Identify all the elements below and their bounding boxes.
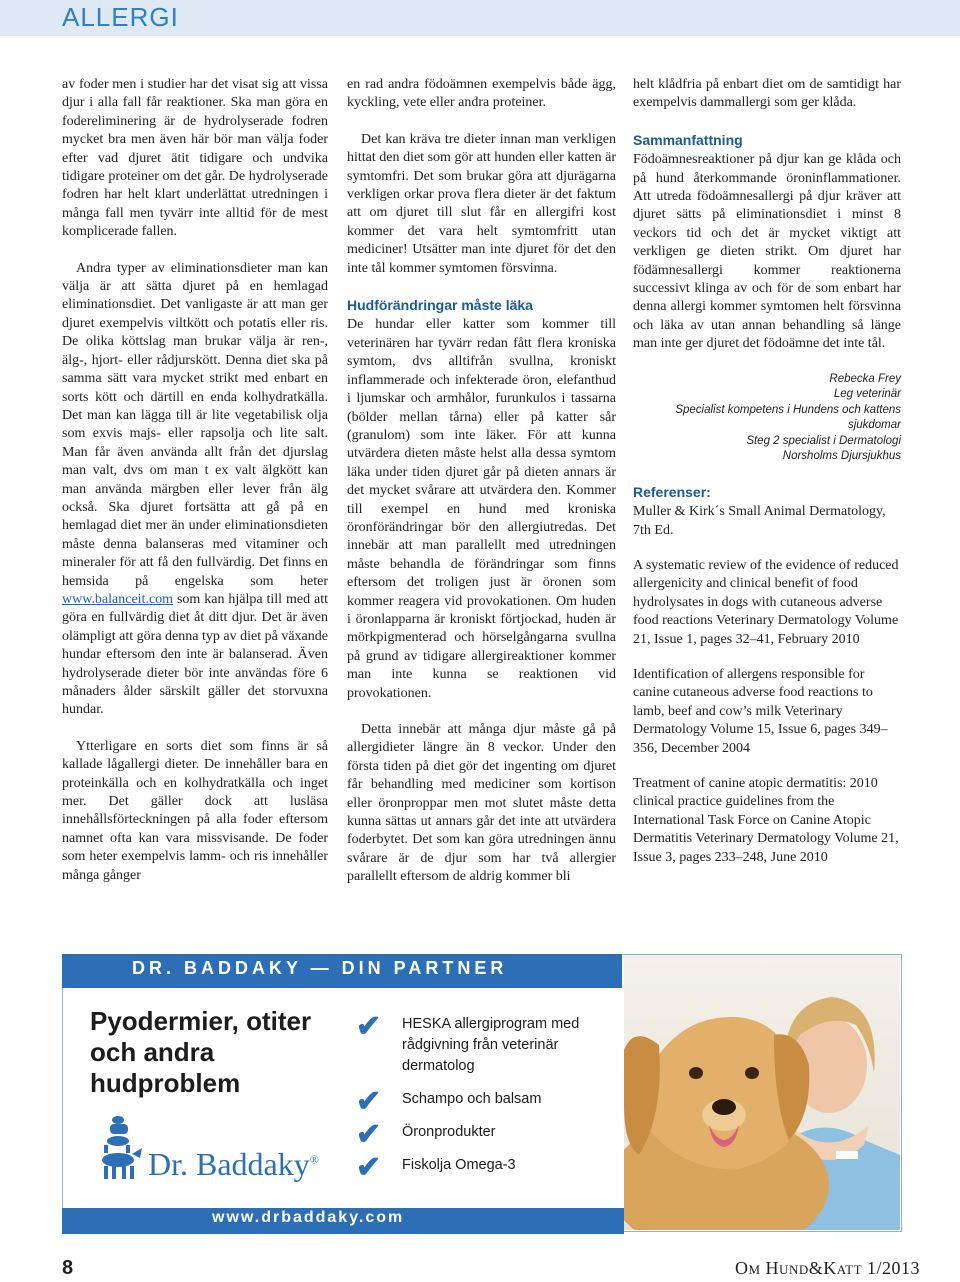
ad-website[interactable]: www.drbaddaky.com: [212, 1209, 405, 1226]
paragraph: De hundar eller katter som kommer till veterinären har tyvärr redan fått flera kroniska symtom, dvs alltifrån svullna, kroniskt inflammerade och infekterade öron, elefanthud i ljumskar och armhålor, furunkulos i tassarna (bölder mellan tårna) eller på katter sår (granulom) som inte läker. För att kunna utvärdera dieten måste helst alla dessa symtom läka under tiden djuret går på dieten annars är det mycket svårare att utvärdera den. Kommer till exempel en hund med kroniska öronförändringar bör den allergiutredas. Det innebär att man parallellt med utredningen måste behandla de förändringar som finns eftersom det troligen just är öronen som kommer reagera vid provokationen. Om huden i öronlapparna är kroniskt förtjockad, huden är mörkpigmenterad och hörselgångarna svullna på grund av tidigare allergireaktioner kommer man inte kunna se reaktionen vid provokationen.: [347, 317, 616, 701]
article-column-1: [62, 76, 328, 903]
page-number: 8: [62, 1257, 74, 1279]
checkmark-icon: ✔: [356, 1151, 382, 1184]
ad-feature-list: [356, 1010, 596, 1188]
magazine-issue: Om Hund&Katt 1/2013: [735, 1258, 921, 1278]
ad-title: DR. BADDAKY — DIN PARTNER: [132, 958, 508, 978]
paragraph: en rad andra födoämnen exempelvis både ägg, kyckling, vete eller andra proteiner.: [347, 77, 616, 111]
reference: Treatment of canine atopic dermatitis: 2010 clinical practice guidelines from the International Task Force on Canine Atopic Dermatitis Veterinary Dermatology Volume 21, Issue 3, pages 233–248, June 2010: [633, 775, 899, 865]
section-title: ALLERGI: [62, 2, 179, 32]
ad-feature-item: ✔ Schampo och balsam: [356, 1085, 542, 1118]
paragraph: Det kan kräva tre dieter innan man verkligen hittat den diet som gör att hunden eller katten är symtomfri. Det som brukar göra att djurägarna verkligen orkar prova flera dieter är det faktum att om djuret till slut får en allergifri kost kommer det vara helt symtomfritt utan mediciner! Utsätter man inte djuret för det den inte tål kommer symtomen försvinna.: [347, 131, 616, 276]
ad-feature-item: ✔ Öronprodukter: [356, 1118, 496, 1151]
brand-logo: Dr. Baddaky®: [148, 1146, 319, 1182]
paragraph: av foder men i studier har det visat sig att vissa djur i alla fall får reaktioner. Ska man göra en fodereliminering är de hydrolyserade fodren mycket bra men även här bör man välja foder efter vad djuret ätit tidigare och undvika tidigare proteiner om det går. De hydrolyserade fodren har helt klart underlättat utredningen i många fall men tyvärr inte alltid för de mest komplicerade fallen.: [62, 77, 328, 240]
author-signature: Rebecka Frey Leg veterinär Specialist kompetens i Hundens och kattens sjukdomar Steg 2 specialist i Dermatologi Norsholms Djursjukhus: [675, 372, 901, 463]
article-column-3: [633, 76, 901, 884]
ad-feature-item: ✔ HESKA allergiprogram med rådgivning från veterinär dermatolog: [356, 1010, 580, 1074]
checkmark-icon: ✔: [356, 1118, 382, 1151]
article-column-2: [347, 76, 616, 905]
checkmark-icon: ✔: [356, 1010, 382, 1043]
reference: Muller & Kirk´s Small Animal Dermatology, 7th Ed.: [633, 504, 886, 538]
subheading-references: Referenser:: [633, 483, 711, 500]
balanceit-link[interactable]: www.balanceit.com: [62, 591, 174, 607]
ad-feature-item: ✔ Fiskolja Omega-3: [356, 1151, 516, 1184]
paragraph: Födoämnesreaktioner på djur kan ge klåda och på hund återkommande öroninflammationer. Att utreda födoämnesallergi på djur kräver att djuret sätts på eliminationsdiet i minst 8 veckors tid och det är mycket viktigt att verkligen ge dieten strikt. Om djuret har födämnesallergi kommer reaktionerna successivt klinga av och för de som enbart har denna allergi kommer symtomen helt försvinna och läka av utan annan behandling så länge man inte ger djuret det födoämne det inte tål.: [633, 152, 901, 352]
ad-headline: Pyodermier, otiter och andra hudproblem: [90, 1006, 312, 1098]
paragraph: Detta innebär att många djur måste gå på allergidieter längre än 8 veckor. Under den första tiden på diet gör det ingenting om djuret får behandling med mediciner som kortison eller öronproppar men mot slutet måste detta kunna sättas ut annars går det inte att utvärdera foderbytet. Det som kan göra utredningen ännu svårare är de djur som har två allergier parallellt eftersom de aldrig kommer bli: [347, 722, 616, 885]
reference: Identification of allergens responsible for canine cutaneous adverse food reactions to lamb, beef and cow’s milk Veterinary Dermatology Volume 15, Issue 6, pages 349–356, December 2004: [633, 666, 888, 756]
animal-stack-logo-icon: [96, 1114, 144, 1180]
reference: A systematic review of the evidence of reduced allergenicity and clinical benefit of food hydrolysates in dogs with cutaneous adverse food reactions Veterinary Dermatology Volume 21, Issue 1, pages 32–41, February 2010: [633, 557, 899, 647]
checkmark-icon: ✔: [356, 1085, 382, 1118]
paragraph: Andra typer av eliminationsdieter man kan välja är att sätta djuret på en hemlagad eliminationsdiet. Det vanligaste är att man ger djuret exempelvis viltkött och potatis eller ris. De olika köttslag man brukar välja är ren-, älg-, hjort- eller rådjurskött. Denna diet ska på samma sätt vara mycket strikt med enbart en sorts kött och därtill en enda kolhydratkälla. Det man kan lägga till är lite vegetabilisk olja som exvis majs- eller rapsolja och lite salt. Man får även använda allt från det djurslag man valt, dvs om man t ex valt älgkött kan man använda märgben eller lever från älg också. Ska djuret fortsätta att gå på en hemlagad diet mer än under eliminationsdieten måste denna balanseras med vitaminer och mineraler för att få den fullvärdig. Det finns en hemsida på engelska som heter www.balanceit.com som kan hjälpa till med att göra en fullvärdig diet åt ditt djur. Det är även olämpligt att göra denna typ av diet på växande hundar eftersom den inte är balanserad. Även hydrolyserade dieter bör inte användas före 6 månaders ålder särskilt gäller det storvuxna hundar.: [62, 260, 328, 718]
dog-and-veterinarian-photo: [624, 955, 900, 1230]
paragraph: helt klådfria på enbart diet om de samtidigt har exempelvis dammallergi som ger klåda.: [633, 77, 901, 111]
subheading-summary: Sammanfattning: [633, 131, 743, 148]
paragraph: Ytterligare en sorts diet som finns är så kallade lågallergi dieter. De innehåller bara en proteinkälla och en kolhydratkälla och inget mer. Det gäller dock att lusläsa innehållsförteckningen på alla foder eftersom namnet ofta kan vara missvisande. De foder som heter exempelvis lamm- och ris innehåller många gånger: [62, 738, 328, 883]
subheading-skin-changes: Hudförändringar måste läka: [347, 297, 533, 314]
